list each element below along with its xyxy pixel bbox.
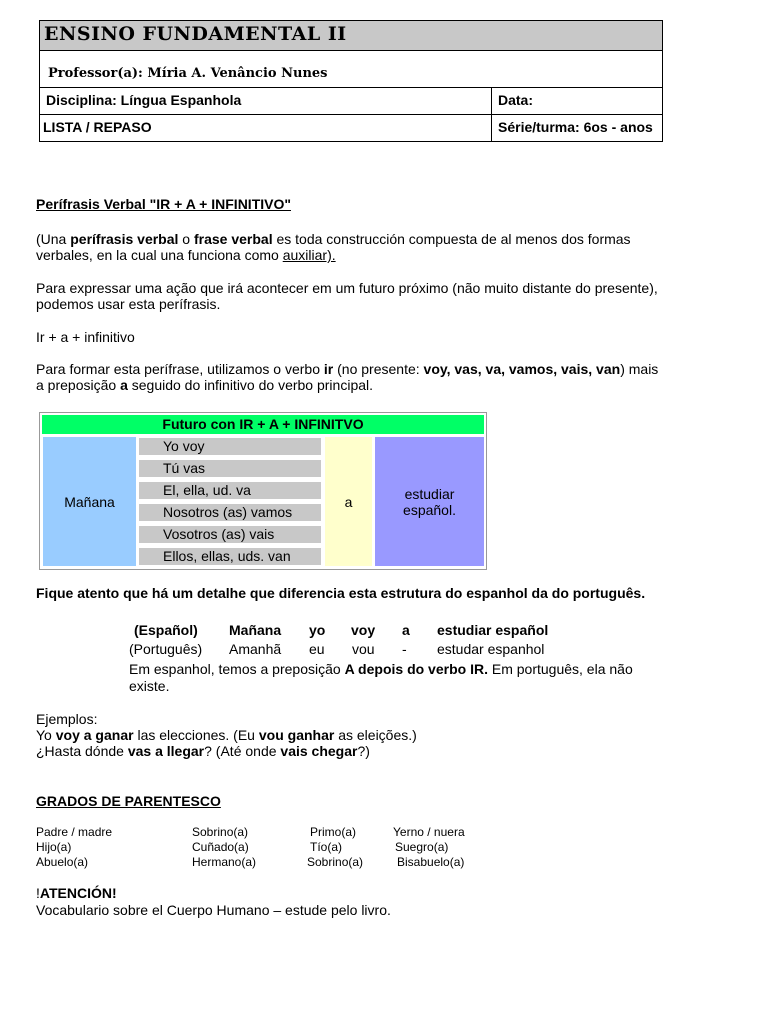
usage-paragraph: Para expressar uma ação que irá acontecer em um futuro próximo (não muito distante do presente), podemos usar esta perífrasis. xyxy=(36,280,658,312)
discipline-cell: Disciplina: Língua Espanhola xyxy=(40,88,492,114)
examples-label: Ejemplos: xyxy=(36,711,98,727)
compare-pt-word: estudar espanhol xyxy=(437,641,545,657)
date-cell: Data: xyxy=(498,92,534,108)
futuro-table-header: Futuro con IR + A + INFINITVO xyxy=(42,415,484,434)
formation-paragraph: Para formar esta perífrase, utilizamos o verbo ir (no presente: voy, vas, va, vamos, vais, van) mais a preposição a seguido do infinitivo do verbo principal. xyxy=(36,361,659,393)
compare-es-word: yo xyxy=(309,622,326,638)
compare-es-word: estudiar español xyxy=(437,622,549,638)
compare-es-lang: (Español) xyxy=(134,622,198,638)
kin-term: Hijo(a) xyxy=(36,840,72,854)
compare-pt-word: vou xyxy=(352,641,375,657)
compare-es-word: Mañana xyxy=(229,622,282,638)
compare-explanation: Em espanhol, temos a preposição A depois do verbo IR. Em português, ela não existe. xyxy=(129,661,633,694)
kin-term: Suegro(a) xyxy=(395,840,449,854)
pronoun-cell: Nosotros (as) vamos xyxy=(138,503,322,522)
list-row xyxy=(40,114,662,141)
kin-term: Abuelo(a) xyxy=(36,855,89,869)
school-level-title: ENSINO FUNDAMENTAL II xyxy=(40,21,662,50)
compare-es-word: voy xyxy=(351,622,376,638)
kin-term: Yerno / nuera xyxy=(393,825,465,839)
grados-heading: GRADOS DE PARENTESCO xyxy=(36,793,221,809)
compare-pt-word: eu xyxy=(309,641,325,657)
kin-term: Cuñado(a) xyxy=(192,840,249,854)
compare-pt-word: - xyxy=(402,641,407,657)
kin-term: Sobrino(a) xyxy=(307,855,364,869)
pronoun-cell: Yo voy xyxy=(138,437,322,456)
futuro-table xyxy=(39,412,487,570)
verb-cell: estudiar español. xyxy=(375,437,484,566)
atencion-text: Vocabulario sobre el Cuerpo Humano – estude pelo livro. xyxy=(36,902,391,918)
pronoun-cell: El, ella, ud. va xyxy=(138,481,322,500)
compare-pt-word: Amanhã xyxy=(229,641,282,657)
section-heading: Perífrasis Verbal "IR + A + INFINITIVO" xyxy=(36,196,291,212)
header-table xyxy=(39,20,663,142)
pronoun-cell: Ellos, ellas, uds. van xyxy=(138,547,322,566)
grade-cell: Série/turma: 6os - anos xyxy=(498,119,653,135)
kin-term: Sobrino(a) xyxy=(192,825,249,839)
preposition-cell: a xyxy=(325,437,372,566)
attention-note: Fique atento que há um detalhe que diferencia esta estrutura do espanhol da do português. xyxy=(36,585,646,601)
pronoun-cell: Tú vas xyxy=(138,459,322,478)
compare-es-word: a xyxy=(402,622,410,638)
compare-pt-lang: (Português) xyxy=(129,641,203,657)
example-1: Yo voy a ganar las elecciones. (Eu vou ganhar as eleições.) xyxy=(36,727,417,743)
kin-term: Hermano(a) xyxy=(192,855,257,869)
list-cell: LISTA / REPASO xyxy=(40,115,492,141)
discipline-row xyxy=(40,87,662,114)
atencion-title: !ATENCIÓN! xyxy=(36,885,117,901)
kin-term: Tío(a) xyxy=(310,840,343,854)
kin-term: Bisabuelo(a) xyxy=(397,855,465,869)
kin-term: Primo(a) xyxy=(310,825,357,839)
formula-line: Ir + a + infinitivo xyxy=(36,329,135,345)
professor-name: Professor(a): Míria A. Venâncio Nunes xyxy=(40,50,662,87)
kin-term: Padre / madre xyxy=(36,825,113,839)
pronoun-cell: Vosotros (as) vais xyxy=(138,525,322,544)
time-cell: Mañana xyxy=(43,437,136,566)
definition-paragraph: (Una perífrasis verbal o frase verbal es toda construcción compuesta de al menos dos formas verbales, en la cual una funciona como auxiliar). xyxy=(36,231,631,263)
example-2: ¿Hasta dónde vas a llegar? (Até onde vais chegar?) xyxy=(36,743,370,759)
